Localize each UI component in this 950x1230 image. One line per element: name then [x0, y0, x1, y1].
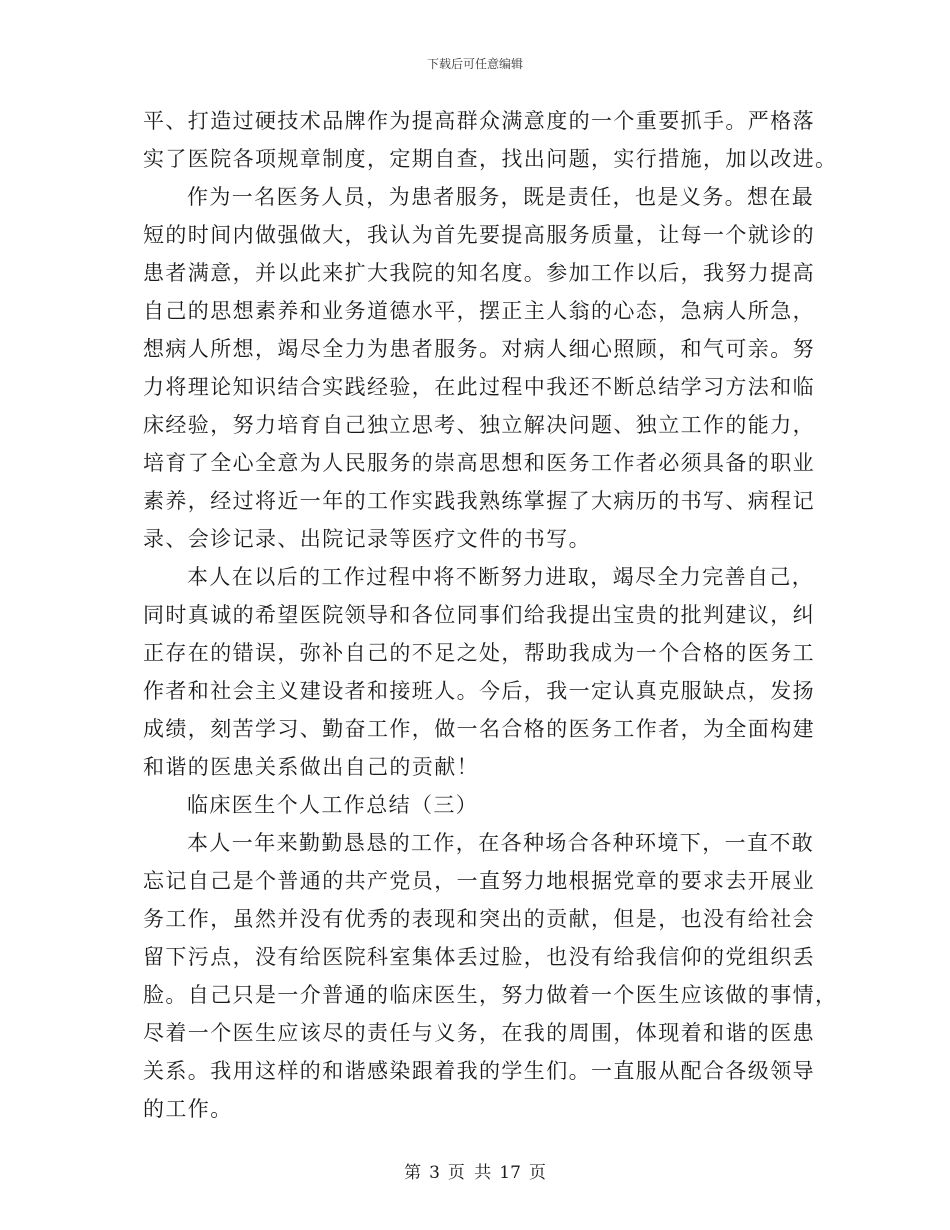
text-line: 同时真诚的希望医院领导和各位同事们给我提出宝贵的批判建议，纠 [143, 603, 815, 627]
text-line: 本人在以后的工作过程中将不断努力进取，竭尽全力完善自己， [187, 565, 815, 589]
header-note: 下载后可任意编辑 [426, 57, 523, 71]
text-line: 留下污点，没有给医院科室集体丢过脸，也没有给我信仰的党组织丢 [143, 945, 815, 969]
footer-current-page: 3 [429, 1163, 440, 1183]
text-line: 力将理论知识结合实践经验，在此过程中我还不断总结学习方法和临 [143, 375, 815, 399]
footer-middle: 页 共 [447, 1163, 492, 1183]
text-line: 想病人所想，竭尽全力为患者服务。对病人细心照顾，和气可亲。努 [143, 337, 815, 361]
text-line: 患者满意，并以此来扩大我院的知名度。参加工作以后，我努力提高 [143, 261, 815, 285]
footer-suffix: 页 [528, 1163, 546, 1183]
text-line: 素养，经过将近一年的工作实践我熟练掌握了大病历的书写、病程记 [143, 489, 815, 513]
text-line: 忘记自己是个普通的共产党员，一直努力地根据党章的要求去开展业 [143, 869, 815, 893]
text-line: 自己的思想素养和业务道德水平，摆正主人翁的心态，急病人所急， [143, 299, 815, 323]
body-text [143, 102, 838, 1128]
text-line: 短的时间内做强做大，我认为首先要提高服务质量，让每一个就诊的 [143, 223, 815, 247]
text-line: 和谐的医患关系做出自己的贡献！ [143, 755, 479, 779]
text-line: 录、会诊记录、出院记录等医疗文件的书写。 [143, 527, 591, 551]
text-line: 务工作，虽然并没有优秀的表现和突出的贡献，但是，也没有给社会 [143, 907, 815, 931]
text-line: 作者和社会主义建设者和接班人。今后，我一定认真克服缺点，发扬 [143, 679, 815, 703]
text-line: 尽着一个医生应该尽的责任与义务，在我的周围，体现着和谐的医患 [143, 1021, 815, 1045]
text-line: 正存在的错误，弥补自己的不足之处，帮助我成为一个合格的医务工 [143, 641, 815, 665]
text-line: 实了医院各项规章制度，定期自查，找出问题，实行措施，加以改进。 [143, 147, 838, 171]
text-line: 的工作。 [143, 1097, 233, 1121]
text-line: 关系。我用这样的和谐感染跟着我的学生们。一直服从配合各级领导 [143, 1059, 815, 1083]
footer-prefix: 第 [404, 1163, 422, 1183]
footer-total-pages: 17 [499, 1163, 521, 1183]
text-line: 临床医生个人工作总结（三） [187, 793, 479, 817]
text-line: 床经验，努力培育自己独立思考、独立解决问题、独立工作的能力， [143, 413, 815, 437]
text-line: 脸。自己只是一介普通的临床医生，努力做着一个医生应该做的事情， [143, 983, 838, 1007]
text-line: 培育了全心全意为人民服务的崇高思想和医务工作者必须具备的职业 [143, 451, 815, 475]
page-footer [0, 1158, 950, 1183]
text-line: 平、打造过硬技术品牌作为提高群众满意度的一个重要抓手。严格落 [143, 109, 815, 133]
text-line: 成绩，刻苦学习、勤奋工作，做一名合格的医务工作者，为全面构建 [143, 717, 815, 741]
text-line: 作为一名医务人员，为患者服务，既是责任，也是义务。想在最 [187, 185, 815, 209]
text-line: 本人一年来勤勤恳恳的工作，在各种场合各种环境下，一直不敢 [187, 831, 815, 855]
